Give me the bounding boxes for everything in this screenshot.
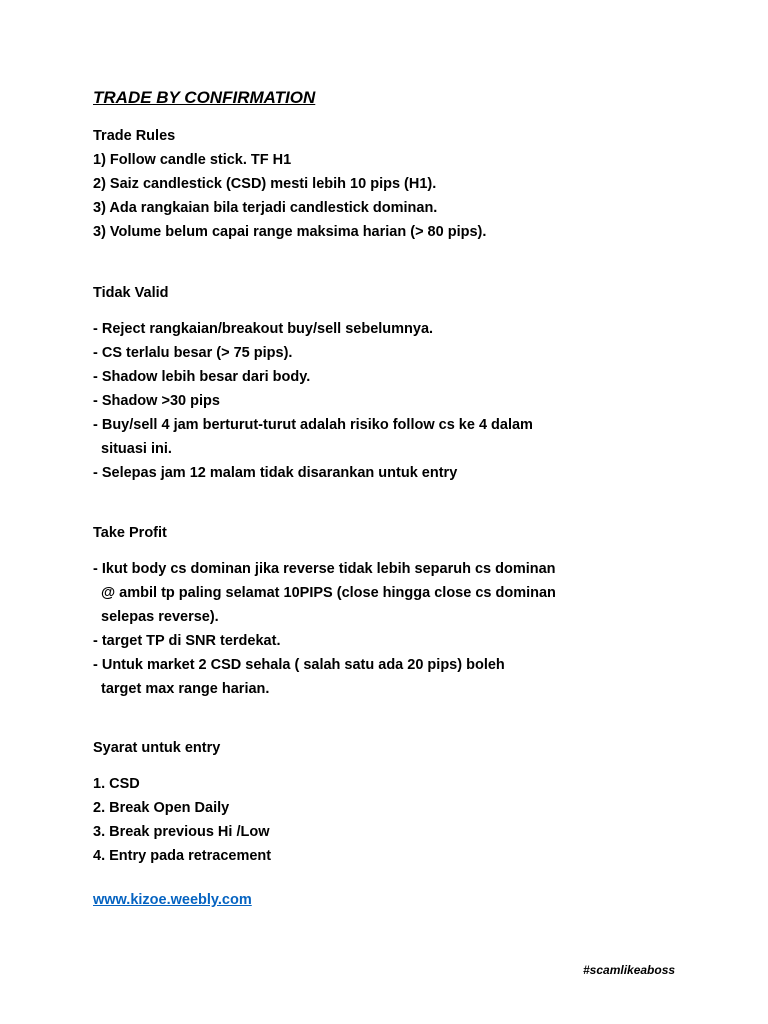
document-title: TRADE BY CONFIRMATION: [93, 88, 316, 107]
list-item: - CS terlalu besar (> 75 pips).: [93, 345, 293, 361]
list-item: - Buy/sell 4 jam berturut-turut adalah risiko follow cs ke 4 dalam: [93, 417, 533, 433]
continuation-text: selepas reverse).: [101, 609, 219, 625]
list-item: - Selepas jam 12 malam tidak disarankan untuk entry: [93, 465, 458, 481]
syarat-entry-list: [93, 772, 271, 868]
tidak-valid-section: [93, 281, 533, 485]
continuation-text: situasi ini.: [101, 441, 172, 457]
take-profit-list: [93, 557, 556, 701]
list-item: - Shadow lebih besar dari body.: [93, 369, 311, 385]
list-item-continuation: [93, 437, 533, 461]
list-item-continuation: [93, 581, 556, 605]
trade-rules-list: [93, 148, 486, 244]
trade-rules-section: [93, 124, 486, 244]
website-link[interactable]: www.kizoe.weebly.com: [93, 892, 252, 908]
syarat-entry-heading: Syarat untuk entry: [93, 740, 221, 756]
list-item: 4. Entry pada retracement: [93, 848, 272, 864]
list-item: - Ikut body cs dominan jika reverse tidak lebih separuh cs dominan: [93, 561, 556, 577]
syarat-entry-section: [93, 736, 271, 868]
continuation-text: target max range harian.: [101, 681, 270, 697]
list-item: - Untuk market 2 CSD sehala ( salah satu ada 20 pips) boleh: [93, 657, 505, 673]
trade-rules-heading: Trade Rules: [93, 128, 176, 144]
take-profit-section: [93, 521, 556, 701]
list-item: 1) Follow candle stick. TF H1: [93, 152, 292, 168]
list-item: 3) Volume belum capai range maksima harian (> 80 pips).: [93, 224, 487, 240]
continuation-text: @ ambil tp paling selamat 10PIPS (close hingga close cs dominan: [101, 585, 556, 601]
list-item: 3. Break previous Hi /Low: [93, 824, 270, 840]
list-item: 2) Saiz candlestick (CSD) mesti lebih 10 pips (H1).: [93, 176, 437, 192]
footer-hashtag: #scamlikeaboss: [583, 963, 676, 977]
list-item: - Reject rangkaian/breakout buy/sell sebelumnya.: [93, 321, 434, 337]
list-item: - target TP di SNR terdekat.: [93, 633, 281, 649]
tidak-valid-heading: Tidak Valid: [93, 285, 169, 301]
list-item-continuation: [93, 605, 556, 629]
list-item: - Shadow >30 pips: [93, 393, 220, 409]
list-item: 3) Ada rangkaian bila terjadi candlestick dominan.: [93, 200, 438, 216]
take-profit-heading: Take Profit: [93, 525, 167, 541]
list-item-continuation: [93, 677, 556, 701]
tidak-valid-list: [93, 317, 533, 485]
list-item: 2. Break Open Daily: [93, 800, 230, 816]
list-item: 1. CSD: [93, 776, 140, 792]
